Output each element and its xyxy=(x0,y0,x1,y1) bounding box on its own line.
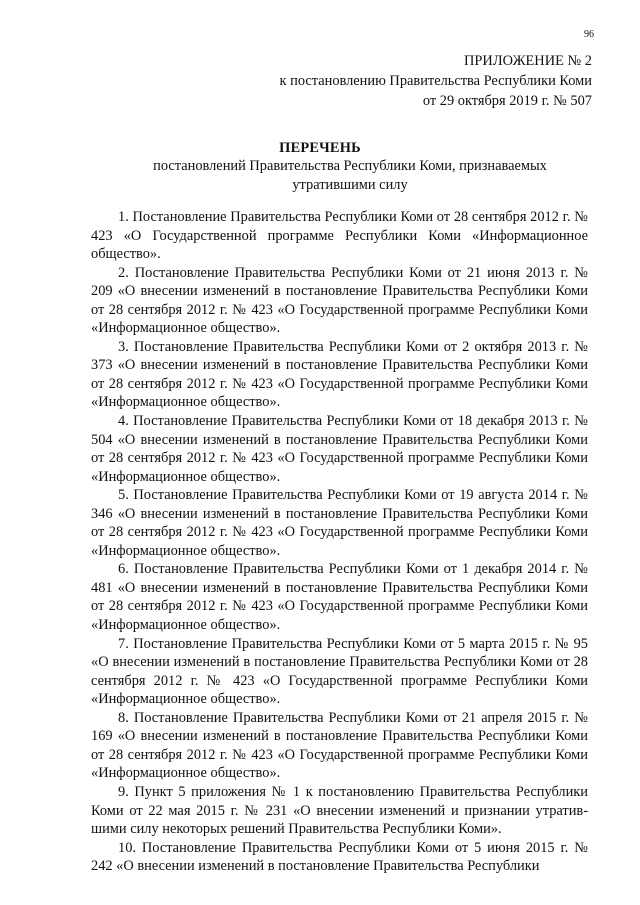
list-item: 9. Пункт 5 приложения № 1 к постановлению Правительства Республики Коми от 22 мая 2015 г. № 231 «О внесении изменений и признании утратившими силу некоторых решений Правительства Республики Коми». xyxy=(91,783,588,838)
page-number: 96 xyxy=(584,29,594,40)
document-subtitle: постановлений Правительства Республики Коми, признаваемых утратившими силу xyxy=(153,158,547,193)
list-item: 8. Постановление Правительства Республики Коми от 21 апреля 2015 г. № 169 «О внесении изменений в постановление Правительства Республики Коми от 28 сентября 2012 г. № 423 «О Государственной программе Республики Коми «Информационное общество». xyxy=(91,709,588,782)
appendix-date: от 29 октября 2019 г. № 507 xyxy=(422,93,592,109)
list-item: 6. Постановление Правительства Республики Коми от 1 декабря 2014 г. № 481 «О внесении изменений в постановление Правительства Республики Коми от 28 сентября 2012 г. № 423 «О Государственной программе Республики Коми «Информационное общество». xyxy=(91,561,588,634)
list-item: 3. Постановление Правительства Республики Коми от 2 октября 2013 г. № 373 «О внесении изменений в постановление Правительства Республики Коми от 28 сентября 2012 г. № 423 «О Государственной программе Республики Коми «Информационное общество». xyxy=(91,338,588,411)
appendix-label: ПРИЛОЖЕНИЕ № 2 xyxy=(464,53,592,69)
appendix-reference: к постановлению Правительства Республики Коми xyxy=(279,73,592,89)
document-title: ПЕРЕЧЕНЬ xyxy=(279,140,361,156)
list-item: 10. Постановление Правительства Республики Коми от 5 июня 2015 г. № 242 «О внесении изменений в постановление Правительства Республики xyxy=(91,839,588,875)
list-item: 5. Постановление Правительства Республики Коми от 19 августа 2014 г. № 346 «О внесении изменений в постановление Правительства Республики Коми от 28 сентября 2012 г. № 423 «О Государственной программе Республики Коми «Информационное общество». xyxy=(91,487,588,559)
items-list xyxy=(91,208,588,876)
list-item: 4. Постановление Правительства Республики Коми от 18 декабря 2013 г. № 504 «О внесении изменений в постановление Правительства Республики Коми от 28 сентября 2012 г. № 423 «О Государственной программе Республики Коми «Информационное общество». xyxy=(91,413,588,485)
list-item: 1. Постановление Правительства Республики Коми от 28 сентября 2012 г. № 423 «О Государственной программе Республики Коми «Информационное общество». xyxy=(91,209,588,263)
appendix-header xyxy=(280,51,592,111)
list-item: 7. Постановление Правительства Республики Коми от 5 марта 2015 г. № 95 «О внесении изменений в постановление Правительства Республики Коми от 28 сентября 2012 г. № 423 «О Государственной программе Республики Коми «Информационное общество». xyxy=(91,635,588,708)
list-item: 2. Постановление Правительства Республики Коми от 21 июня 2013 г. № 209 «О внесении изменений в постановление Правительства Республики Коми от 28 сентября 2012 г. № 423 «О Государственной программе Республики Коми «Информационное общество». xyxy=(91,264,588,337)
